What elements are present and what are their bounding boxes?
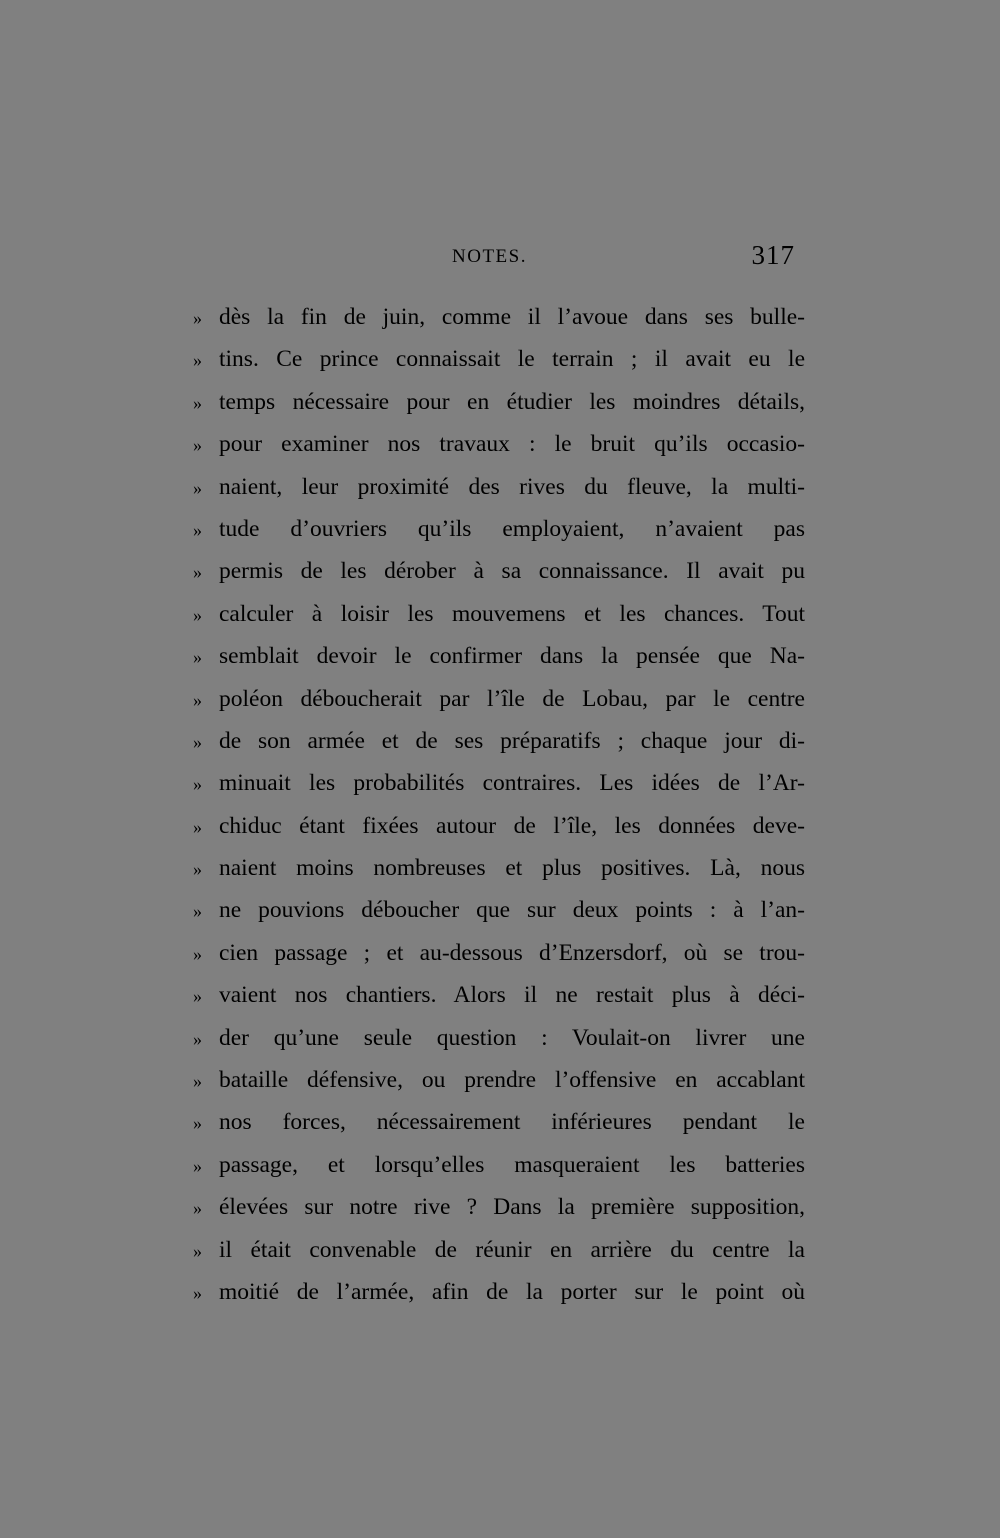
text-line — [193, 1144, 805, 1186]
line-text: passage, et lorsqu’elles masqueraient les batteries — [219, 1151, 805, 1178]
line-text: pour examiner nos travaux : le bruit qu’ils occasio- — [219, 431, 805, 458]
line-text: vaient nos chantiers. Alors il ne restait plus à déci- — [219, 982, 805, 1009]
text-line — [193, 466, 805, 508]
text-line — [193, 635, 805, 677]
text-line — [193, 338, 805, 380]
line-text: moitié de l’armée, afin de la porter sur le point où — [219, 1278, 805, 1305]
line-text: poléon déboucherait par l’île de Lobau, par le centre — [219, 685, 805, 712]
text-line — [193, 762, 805, 804]
line-text: chiduc étant fixées autour de l’île, les données deve- — [219, 812, 805, 839]
running-header — [190, 240, 795, 280]
text-line — [193, 1059, 805, 1101]
text-line — [193, 805, 805, 847]
quote-mark: » — [193, 1282, 202, 1303]
quote-mark: » — [193, 1198, 202, 1219]
header-title: NOTES. — [452, 246, 527, 267]
text-line — [193, 296, 805, 338]
quote-mark: » — [193, 647, 202, 668]
text-line — [193, 847, 805, 889]
quote-mark: » — [193, 901, 202, 922]
text-line — [193, 1186, 805, 1228]
text-line — [193, 1271, 805, 1313]
body-text — [193, 296, 805, 1313]
line-text: tude d’ouvriers qu’ils employaient, n’avaient pas — [219, 515, 805, 542]
line-text: temps nécessaire pour en étudier les moindres détails, — [219, 388, 805, 415]
line-text: dès la fin de juin, comme il l’avoue dans ses bulle- — [219, 304, 805, 330]
line-text: calculer à loisir les mouvemens et les chances. Tout — [219, 600, 805, 627]
quote-mark: » — [193, 859, 202, 880]
quote-mark: » — [193, 435, 202, 456]
quote-mark: » — [193, 689, 202, 710]
quote-mark: » — [193, 392, 202, 413]
quote-mark: » — [193, 562, 202, 583]
line-text: der qu’une seule question : Voulait-on livrer une — [219, 1024, 805, 1051]
quote-mark: » — [193, 1113, 202, 1134]
text-line — [193, 720, 805, 762]
quote-mark: » — [193, 1071, 202, 1092]
page-number: 317 — [751, 240, 795, 270]
text-line — [193, 1101, 805, 1143]
quote-mark: » — [193, 1240, 202, 1261]
line-text: permis de les dérober à sa connaissance. Il avait pu — [219, 558, 805, 585]
text-line — [193, 423, 805, 465]
text-line — [193, 381, 805, 423]
text-line — [193, 508, 805, 550]
text-line — [193, 1229, 805, 1271]
line-text: naient, leur proximité des rives du fleuve, la multi- — [219, 473, 805, 500]
text-line — [193, 889, 805, 931]
text-line — [193, 1017, 805, 1059]
quote-mark: » — [193, 350, 202, 371]
line-text: cien passage ; et au-dessous d’Enzersdorf, où se trou- — [219, 939, 805, 966]
quote-mark: » — [193, 1155, 202, 1176]
line-text: semblait devoir le confirmer dans la pensée que Na- — [219, 643, 805, 670]
text-line — [193, 550, 805, 592]
quote-mark: » — [193, 1028, 202, 1049]
text-line — [193, 974, 805, 1016]
line-text: il était convenable de réunir en arrière du centre la — [219, 1236, 805, 1263]
quote-mark: » — [193, 774, 202, 795]
quote-mark: » — [193, 519, 202, 540]
line-text: de son armée et de ses préparatifs ; chaque jour di- — [219, 727, 805, 754]
quote-mark: » — [193, 604, 202, 625]
line-text: tins. Ce prince connaissait le terrain ; il avait eu le — [219, 346, 805, 373]
quote-mark: » — [193, 986, 202, 1007]
line-text: naient moins nombreuses et plus positives. Là, nous — [219, 855, 805, 882]
line-text: minuait les probabilités contraires. Les idées de l’Ar- — [219, 770, 805, 797]
text-line — [193, 593, 805, 635]
line-text: bataille défensive, ou prendre l’offensive en accablant — [219, 1067, 805, 1094]
text-line — [193, 932, 805, 974]
quote-mark: » — [193, 943, 202, 964]
quote-mark: » — [193, 477, 202, 498]
text-line — [193, 678, 805, 720]
quote-mark: » — [193, 731, 202, 752]
line-text: ne pouvions déboucher que sur deux points : à l’an- — [219, 897, 805, 924]
quote-mark: » — [193, 308, 202, 328]
line-text: nos forces, nécessairement inférieures pendant le — [219, 1109, 805, 1136]
line-text: élevées sur notre rive ? Dans la première supposition, — [219, 1194, 805, 1221]
quote-mark: » — [193, 816, 202, 837]
